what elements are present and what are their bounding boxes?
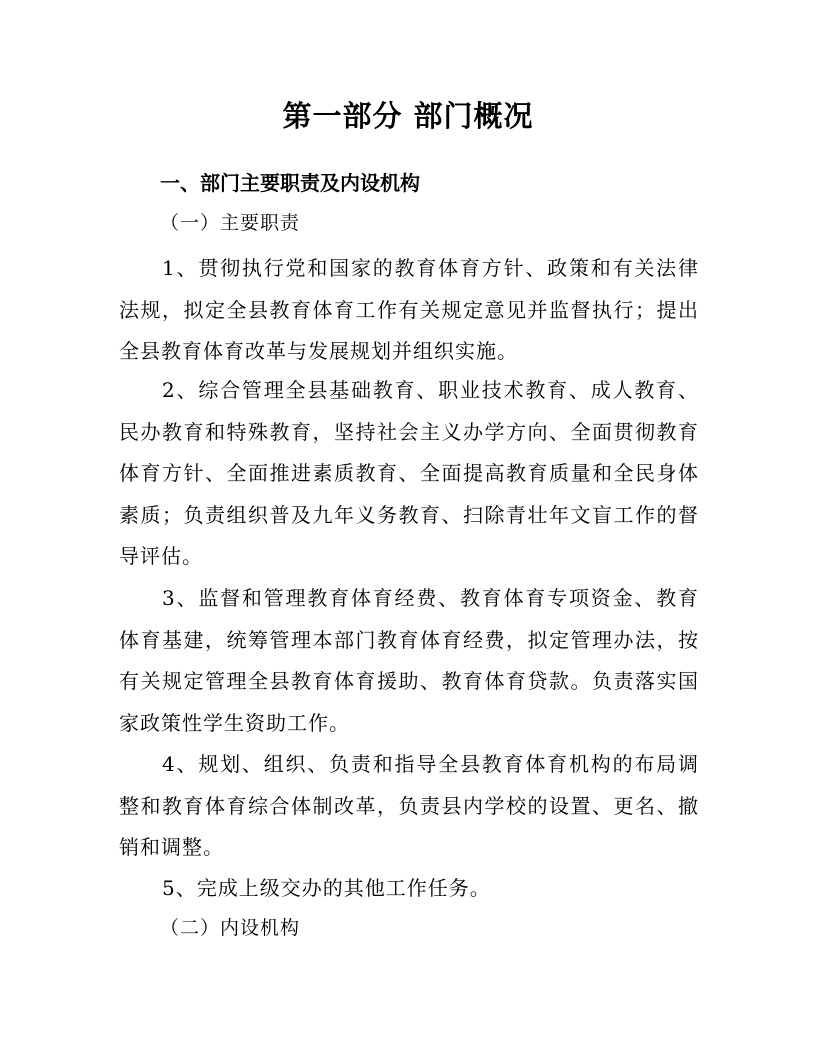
paragraph-duty-4: 4、规划、组织、负责和指导全县教育体育机构的布局调整和教育体育综合体制改革，负责县内学校的设置、更名、撤销和调整。 — [119, 752, 699, 859]
paragraph-duty-2: 2、综合管理全县基础教育、职业技术教育、成人教育、民办教育和特殊教育，坚持社会主义办学方向、全面贯彻教育体育方针、全面推进素质教育、全面提高教育质量和全民身体素质；负责组织普及九年义务教育、扫除青壮年文盲工作的督导评估。 — [119, 378, 699, 568]
subsection-heading-main-duties: （一）主要职责 — [160, 212, 301, 234]
paragraph-duty-5: 5、完成上级交办的其他工作任务。 — [162, 876, 491, 900]
paragraph-duty-3: 3、监督和管理教育体育经费、教育体育专项资金、教育体育基建，统筹管理本部门教育体育经费，拟定管理办法，按有关规定管理全县教育体育援助、教育体育贷款。负责落实国家政策性学生资助工作。 — [119, 586, 699, 735]
subsection-heading-internal-structure: （二）内设机构 — [160, 917, 301, 939]
section-heading-duties-structure: 一、部门主要职责及内设机构 — [160, 171, 420, 195]
paragraph-duty-1: 1、贯彻执行党和国家的教育体育方针、政策和有关法律法规，拟定全县教育体育工作有关规定意见并监督执行；提出全县教育体育改革与发展规划并组织实施。 — [119, 256, 699, 363]
page-title: 第一部分 部门概况 — [282, 99, 534, 133]
